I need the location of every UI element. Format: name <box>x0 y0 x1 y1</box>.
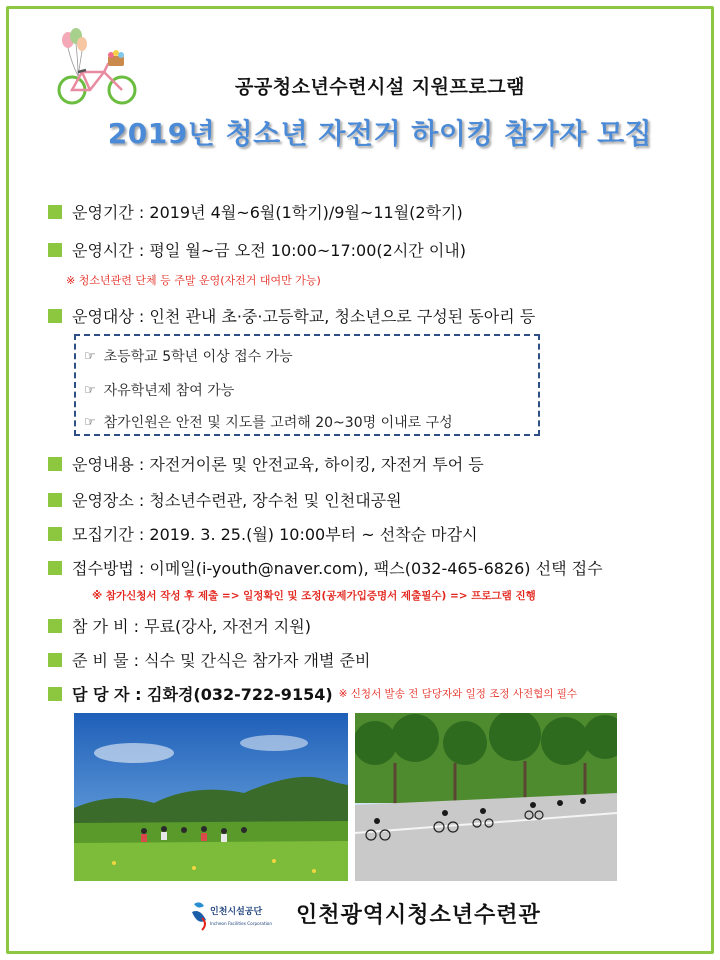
pointing-hand-icon: ☞ <box>84 382 96 398</box>
detail-item <box>84 380 234 400</box>
green-square-bullet-icon <box>48 687 62 701</box>
weekend-note: ※ 청소년관련 단체 등 주말 운영(자전거 대여만 가능) <box>66 274 321 287</box>
apply-process-note: ※ 참가신청서 작성 후 제출 => 일정확인 및 조정(공제가입증명서 제출필수) => 프로그램 진행 <box>92 590 536 602</box>
bicycle-balloons-icon <box>48 28 144 108</box>
green-square-bullet-icon <box>48 309 62 323</box>
program-subtitle: 공공청소년수련시설 지원프로그램 <box>235 76 525 98</box>
info-text: 준 비 물 : 식수 및 간식은 참가자 개별 준비 <box>72 651 371 670</box>
detail-text: 초등학교 5학년 이상 접수 가능 <box>103 349 293 365</box>
info-text: 운영기간 : 2019년 4월~6월(1학기)/9월~11월(2학기) <box>72 203 463 222</box>
organization-name: 인천광역시청소년수련관 <box>296 902 541 928</box>
incheon-facilities-logo-icon <box>188 898 288 932</box>
info-row-location <box>48 488 402 511</box>
info-row-contact <box>48 682 577 705</box>
detail-item <box>84 346 293 366</box>
green-square-bullet-icon <box>48 527 62 541</box>
green-square-bullet-icon <box>48 619 62 633</box>
info-row-period <box>48 200 463 223</box>
photo-cyclists-meadow <box>74 713 348 881</box>
green-square-bullet-icon <box>48 243 62 257</box>
info-row-supplies <box>48 648 370 671</box>
pointing-hand-icon: ☞ <box>84 348 96 364</box>
green-square-bullet-icon <box>48 653 62 667</box>
info-row-apply <box>48 556 603 579</box>
info-row-fee <box>48 614 311 637</box>
info-row-target <box>48 304 535 327</box>
info-text: 운영시간 : 평일 월~금 오전 10:00~17:00(2시간 이내) <box>72 241 466 260</box>
info-row-recruit <box>48 522 478 545</box>
detail-item <box>84 412 453 432</box>
page-title: 2019년 청소년 자전거 하이킹 참가자 모집 <box>107 117 653 150</box>
logo-text: 인천시설공단 <box>210 907 263 917</box>
info-text: 모집기간 : 2019. 3. 25.(월) 10:00부터 ~ 선착순 마감시 <box>72 525 478 544</box>
detail-text: 참가인원은 안전 및 지도를 고려해 20~30명 이내로 구성 <box>103 415 453 431</box>
green-square-bullet-icon <box>48 561 62 575</box>
contact-text: 담 당 자 : 김화경(032-722-9154) <box>72 685 333 704</box>
info-text: 운영장소 : 청소년수련관, 장수천 및 인천대공원 <box>72 491 402 510</box>
info-text: 접수방법 : 이메일(i-youth@naver.com), 팩스(032-465-6826) 선택 접수 <box>72 559 603 578</box>
green-square-bullet-icon <box>48 205 62 219</box>
target-details-box <box>74 334 540 436</box>
info-row-time <box>48 238 466 261</box>
green-square-bullet-icon <box>48 457 62 471</box>
info-text: 참 가 비 : 무료(강사, 자전거 지원) <box>72 617 311 636</box>
detail-text: 자유학년제 참여 가능 <box>103 383 235 399</box>
photo-cyclists-road <box>355 713 617 881</box>
pointing-hand-icon: ☞ <box>84 414 96 430</box>
info-text: 운영대상 : 인천 관내 초·중·고등학교, 청소년으로 구성된 동아리 등 <box>72 307 536 326</box>
info-row-content <box>48 452 484 475</box>
info-text: 운영내용 : 자전거이론 및 안전교육, 하이킹, 자전거 투어 등 <box>72 455 484 474</box>
contact-note: ※ 신청서 발송 전 담당자와 일정 조정 사전협의 필수 <box>338 688 578 700</box>
green-square-bullet-icon <box>48 493 62 507</box>
logo-subtext: Incheon Facilities Corporation <box>210 921 272 926</box>
